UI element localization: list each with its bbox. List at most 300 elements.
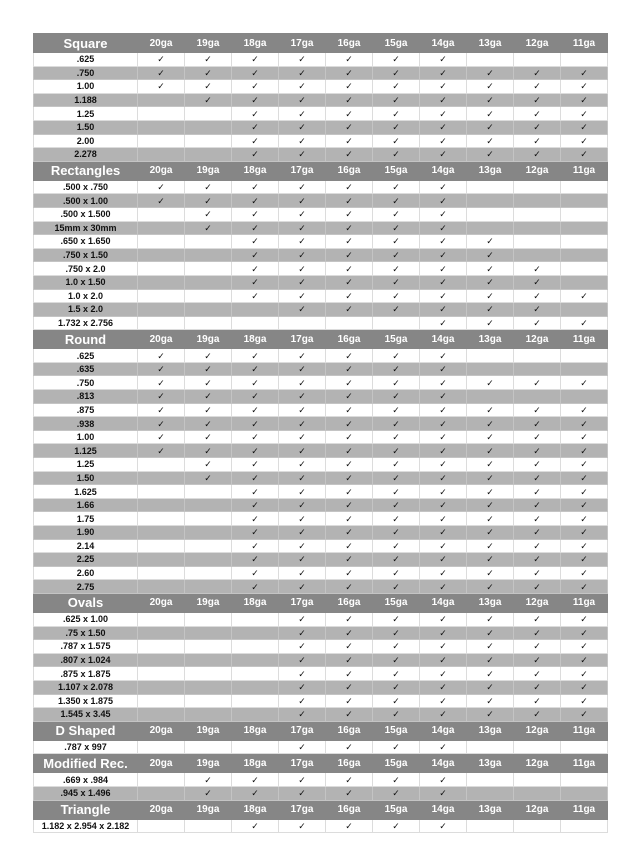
empty-cell bbox=[138, 221, 185, 235]
table-row bbox=[34, 553, 608, 567]
check-icon: ✓ bbox=[467, 667, 514, 681]
section-title: D Shaped bbox=[34, 721, 138, 740]
check-icon: ✓ bbox=[326, 390, 373, 404]
check-icon: ✓ bbox=[138, 376, 185, 390]
check-icon: ✓ bbox=[326, 485, 373, 499]
check-icon: ✓ bbox=[373, 430, 420, 444]
check-icon: ✓ bbox=[185, 390, 232, 404]
gauge-header-16ga: 16ga bbox=[326, 754, 373, 773]
gauge-header-18ga: 18ga bbox=[232, 34, 279, 53]
gauge-header-19ga: 19ga bbox=[185, 34, 232, 53]
empty-cell bbox=[185, 120, 232, 134]
check-icon: ✓ bbox=[326, 66, 373, 80]
gauge-header-20ga: 20ga bbox=[138, 593, 185, 612]
check-icon: ✓ bbox=[279, 485, 326, 499]
gauge-header-20ga: 20ga bbox=[138, 330, 185, 349]
empty-cell bbox=[185, 612, 232, 626]
empty-cell bbox=[138, 740, 185, 754]
check-icon: ✓ bbox=[373, 740, 420, 754]
table-row bbox=[34, 180, 608, 194]
check-icon: ✓ bbox=[373, 539, 420, 553]
empty-cell bbox=[185, 566, 232, 580]
empty-cell bbox=[185, 316, 232, 330]
table-row bbox=[34, 471, 608, 485]
check-icon: ✓ bbox=[326, 120, 373, 134]
check-icon: ✓ bbox=[373, 512, 420, 526]
empty-cell bbox=[185, 289, 232, 303]
check-icon: ✓ bbox=[232, 275, 279, 289]
size-label: .750 bbox=[34, 66, 138, 80]
check-icon: ✓ bbox=[279, 708, 326, 722]
check-icon: ✓ bbox=[561, 640, 608, 654]
check-icon: ✓ bbox=[279, 262, 326, 276]
check-icon: ✓ bbox=[373, 262, 420, 276]
check-icon: ✓ bbox=[514, 626, 561, 640]
gauge-header-17ga: 17ga bbox=[279, 754, 326, 773]
check-icon: ✓ bbox=[373, 349, 420, 363]
check-icon: ✓ bbox=[232, 148, 279, 162]
gauge-header-13ga: 13ga bbox=[467, 34, 514, 53]
empty-cell bbox=[185, 235, 232, 249]
check-icon: ✓ bbox=[467, 107, 514, 121]
size-label: .635 bbox=[34, 362, 138, 376]
check-icon: ✓ bbox=[279, 667, 326, 681]
check-icon: ✓ bbox=[561, 430, 608, 444]
check-icon: ✓ bbox=[420, 80, 467, 94]
empty-cell bbox=[185, 653, 232, 667]
size-label: 1.732 x 2.756 bbox=[34, 316, 138, 330]
empty-cell bbox=[514, 819, 561, 833]
check-icon: ✓ bbox=[373, 640, 420, 654]
check-icon: ✓ bbox=[185, 430, 232, 444]
check-icon: ✓ bbox=[373, 148, 420, 162]
check-icon: ✓ bbox=[279, 566, 326, 580]
check-icon: ✓ bbox=[514, 303, 561, 317]
empty-cell bbox=[138, 93, 185, 107]
table-row bbox=[34, 194, 608, 208]
table-row bbox=[34, 93, 608, 107]
check-icon: ✓ bbox=[467, 539, 514, 553]
gauge-header-13ga: 13ga bbox=[467, 593, 514, 612]
table-row bbox=[34, 80, 608, 94]
empty-cell bbox=[138, 498, 185, 512]
check-icon: ✓ bbox=[279, 626, 326, 640]
check-icon: ✓ bbox=[373, 303, 420, 317]
empty-cell bbox=[138, 275, 185, 289]
gauge-header-13ga: 13ga bbox=[467, 721, 514, 740]
gauge-header-12ga: 12ga bbox=[514, 34, 561, 53]
section-header-triangle bbox=[34, 800, 608, 819]
empty-cell bbox=[561, 194, 608, 208]
check-icon: ✓ bbox=[514, 417, 561, 431]
check-icon: ✓ bbox=[373, 612, 420, 626]
check-icon: ✓ bbox=[326, 708, 373, 722]
gauge-header-20ga: 20ga bbox=[138, 161, 185, 180]
empty-cell bbox=[185, 303, 232, 317]
empty-cell bbox=[185, 262, 232, 276]
check-icon: ✓ bbox=[561, 107, 608, 121]
size-label: 1.182 x 2.954 x 2.182 bbox=[34, 819, 138, 833]
check-icon: ✓ bbox=[138, 194, 185, 208]
check-icon: ✓ bbox=[561, 485, 608, 499]
check-icon: ✓ bbox=[232, 819, 279, 833]
check-icon: ✓ bbox=[373, 275, 420, 289]
size-label: 1.0 x 1.50 bbox=[34, 275, 138, 289]
empty-cell bbox=[561, 262, 608, 276]
empty-cell bbox=[138, 708, 185, 722]
check-icon: ✓ bbox=[232, 512, 279, 526]
check-icon: ✓ bbox=[420, 403, 467, 417]
empty-cell bbox=[514, 773, 561, 787]
empty-cell bbox=[185, 485, 232, 499]
check-icon: ✓ bbox=[279, 303, 326, 317]
gauge-header-19ga: 19ga bbox=[185, 754, 232, 773]
empty-cell bbox=[373, 316, 420, 330]
empty-cell bbox=[561, 303, 608, 317]
size-label: .787 x 1.575 bbox=[34, 640, 138, 654]
size-label: 1.50 bbox=[34, 471, 138, 485]
empty-cell bbox=[185, 819, 232, 833]
size-label: .945 x 1.496 bbox=[34, 786, 138, 800]
empty-cell bbox=[232, 708, 279, 722]
check-icon: ✓ bbox=[326, 194, 373, 208]
empty-cell bbox=[514, 349, 561, 363]
table-row bbox=[34, 626, 608, 640]
check-icon: ✓ bbox=[326, 498, 373, 512]
check-icon: ✓ bbox=[232, 194, 279, 208]
empty-cell bbox=[185, 667, 232, 681]
gauge-header-11ga: 11ga bbox=[561, 161, 608, 180]
empty-cell bbox=[138, 485, 185, 499]
table-row bbox=[34, 539, 608, 553]
check-icon: ✓ bbox=[514, 430, 561, 444]
check-icon: ✓ bbox=[373, 458, 420, 472]
empty-cell bbox=[514, 248, 561, 262]
check-icon: ✓ bbox=[326, 786, 373, 800]
size-label: .650 x 1.650 bbox=[34, 235, 138, 249]
size-label: .625 bbox=[34, 349, 138, 363]
check-icon: ✓ bbox=[232, 485, 279, 499]
check-icon: ✓ bbox=[467, 303, 514, 317]
size-label: 1.125 bbox=[34, 444, 138, 458]
empty-cell bbox=[185, 526, 232, 540]
check-icon: ✓ bbox=[279, 580, 326, 594]
empty-cell bbox=[514, 207, 561, 221]
check-icon: ✓ bbox=[185, 376, 232, 390]
check-icon: ✓ bbox=[561, 539, 608, 553]
empty-cell bbox=[232, 694, 279, 708]
table-row bbox=[34, 134, 608, 148]
check-icon: ✓ bbox=[373, 390, 420, 404]
gauge-header-12ga: 12ga bbox=[514, 161, 561, 180]
gauge-header-16ga: 16ga bbox=[326, 721, 373, 740]
check-icon: ✓ bbox=[326, 653, 373, 667]
check-icon: ✓ bbox=[467, 640, 514, 654]
empty-cell bbox=[138, 148, 185, 162]
check-icon: ✓ bbox=[373, 526, 420, 540]
check-icon: ✓ bbox=[232, 80, 279, 94]
check-icon: ✓ bbox=[326, 580, 373, 594]
table-row bbox=[34, 694, 608, 708]
check-icon: ✓ bbox=[279, 362, 326, 376]
check-icon: ✓ bbox=[561, 66, 608, 80]
check-icon: ✓ bbox=[420, 66, 467, 80]
size-label: 1.66 bbox=[34, 498, 138, 512]
check-icon: ✓ bbox=[467, 275, 514, 289]
check-icon: ✓ bbox=[514, 694, 561, 708]
size-label: 2.75 bbox=[34, 580, 138, 594]
check-icon: ✓ bbox=[561, 458, 608, 472]
check-icon: ✓ bbox=[373, 417, 420, 431]
table-row bbox=[34, 708, 608, 722]
check-icon: ✓ bbox=[514, 566, 561, 580]
check-icon: ✓ bbox=[373, 66, 420, 80]
check-icon: ✓ bbox=[138, 53, 185, 67]
check-icon: ✓ bbox=[232, 180, 279, 194]
check-icon: ✓ bbox=[138, 417, 185, 431]
empty-cell bbox=[514, 390, 561, 404]
check-icon: ✓ bbox=[279, 134, 326, 148]
check-icon: ✓ bbox=[467, 471, 514, 485]
table-row bbox=[34, 390, 608, 404]
gauge-header-19ga: 19ga bbox=[185, 161, 232, 180]
gauge-header-15ga: 15ga bbox=[373, 754, 420, 773]
size-label: .787 x 997 bbox=[34, 740, 138, 754]
check-icon: ✓ bbox=[561, 376, 608, 390]
check-icon: ✓ bbox=[420, 134, 467, 148]
empty-cell bbox=[561, 235, 608, 249]
empty-cell bbox=[185, 680, 232, 694]
check-icon: ✓ bbox=[561, 612, 608, 626]
gauge-header-14ga: 14ga bbox=[420, 161, 467, 180]
gauge-header-12ga: 12ga bbox=[514, 721, 561, 740]
check-icon: ✓ bbox=[420, 430, 467, 444]
check-icon: ✓ bbox=[467, 580, 514, 594]
check-icon: ✓ bbox=[373, 653, 420, 667]
empty-cell bbox=[467, 740, 514, 754]
empty-cell bbox=[185, 580, 232, 594]
check-icon: ✓ bbox=[138, 362, 185, 376]
check-icon: ✓ bbox=[514, 376, 561, 390]
table-row bbox=[34, 773, 608, 787]
check-icon: ✓ bbox=[467, 403, 514, 417]
check-icon: ✓ bbox=[279, 194, 326, 208]
check-icon: ✓ bbox=[326, 740, 373, 754]
check-icon: ✓ bbox=[420, 107, 467, 121]
check-icon: ✓ bbox=[279, 819, 326, 833]
check-icon: ✓ bbox=[326, 626, 373, 640]
check-icon: ✓ bbox=[373, 289, 420, 303]
check-icon: ✓ bbox=[373, 80, 420, 94]
check-icon: ✓ bbox=[467, 80, 514, 94]
table-row bbox=[34, 680, 608, 694]
empty-cell bbox=[514, 180, 561, 194]
check-icon: ✓ bbox=[561, 403, 608, 417]
check-icon: ✓ bbox=[561, 653, 608, 667]
check-icon: ✓ bbox=[279, 417, 326, 431]
check-icon: ✓ bbox=[420, 120, 467, 134]
check-icon: ✓ bbox=[420, 53, 467, 67]
check-icon: ✓ bbox=[514, 80, 561, 94]
gauge-header-15ga: 15ga bbox=[373, 330, 420, 349]
check-icon: ✓ bbox=[514, 485, 561, 499]
check-icon: ✓ bbox=[185, 458, 232, 472]
check-icon: ✓ bbox=[561, 708, 608, 722]
gauge-header-14ga: 14ga bbox=[420, 721, 467, 740]
check-icon: ✓ bbox=[326, 612, 373, 626]
check-icon: ✓ bbox=[467, 485, 514, 499]
check-icon: ✓ bbox=[232, 207, 279, 221]
check-icon: ✓ bbox=[467, 653, 514, 667]
gauge-header-13ga: 13ga bbox=[467, 754, 514, 773]
empty-cell bbox=[561, 819, 608, 833]
check-icon: ✓ bbox=[467, 417, 514, 431]
check-icon: ✓ bbox=[279, 786, 326, 800]
size-label: 1.50 bbox=[34, 120, 138, 134]
size-label: 1.25 bbox=[34, 107, 138, 121]
check-icon: ✓ bbox=[326, 458, 373, 472]
gauge-header-17ga: 17ga bbox=[279, 593, 326, 612]
check-icon: ✓ bbox=[420, 316, 467, 330]
check-icon: ✓ bbox=[420, 786, 467, 800]
check-icon: ✓ bbox=[373, 248, 420, 262]
empty-cell bbox=[138, 471, 185, 485]
check-icon: ✓ bbox=[185, 349, 232, 363]
check-icon: ✓ bbox=[232, 248, 279, 262]
check-icon: ✓ bbox=[420, 221, 467, 235]
empty-cell bbox=[561, 362, 608, 376]
table-row bbox=[34, 221, 608, 235]
check-icon: ✓ bbox=[279, 694, 326, 708]
check-icon: ✓ bbox=[373, 93, 420, 107]
check-icon: ✓ bbox=[279, 444, 326, 458]
empty-cell bbox=[514, 235, 561, 249]
check-icon: ✓ bbox=[420, 640, 467, 654]
check-icon: ✓ bbox=[279, 612, 326, 626]
check-icon: ✓ bbox=[279, 390, 326, 404]
check-icon: ✓ bbox=[514, 93, 561, 107]
check-icon: ✓ bbox=[373, 235, 420, 249]
empty-cell bbox=[561, 390, 608, 404]
check-icon: ✓ bbox=[232, 235, 279, 249]
check-icon: ✓ bbox=[326, 207, 373, 221]
empty-cell bbox=[232, 640, 279, 654]
check-icon: ✓ bbox=[467, 93, 514, 107]
check-icon: ✓ bbox=[561, 316, 608, 330]
check-icon: ✓ bbox=[420, 740, 467, 754]
empty-cell bbox=[138, 612, 185, 626]
check-icon: ✓ bbox=[326, 180, 373, 194]
check-icon: ✓ bbox=[232, 403, 279, 417]
empty-cell bbox=[232, 740, 279, 754]
check-icon: ✓ bbox=[467, 66, 514, 80]
gauge-header-15ga: 15ga bbox=[373, 721, 420, 740]
check-icon: ✓ bbox=[138, 66, 185, 80]
size-label: 1.545 x 3.45 bbox=[34, 708, 138, 722]
section-header-rectangles bbox=[34, 161, 608, 180]
size-label: .750 x 2.0 bbox=[34, 262, 138, 276]
check-icon: ✓ bbox=[279, 80, 326, 94]
empty-cell bbox=[185, 539, 232, 553]
check-icon: ✓ bbox=[326, 430, 373, 444]
gauge-header-16ga: 16ga bbox=[326, 800, 373, 819]
check-icon: ✓ bbox=[138, 180, 185, 194]
empty-cell bbox=[561, 221, 608, 235]
empty-cell bbox=[185, 640, 232, 654]
check-icon: ✓ bbox=[373, 667, 420, 681]
gauge-header-11ga: 11ga bbox=[561, 754, 608, 773]
check-icon: ✓ bbox=[561, 694, 608, 708]
check-icon: ✓ bbox=[138, 80, 185, 94]
check-icon: ✓ bbox=[561, 93, 608, 107]
size-label: 2.60 bbox=[34, 566, 138, 580]
empty-cell bbox=[467, 390, 514, 404]
check-icon: ✓ bbox=[326, 148, 373, 162]
check-icon: ✓ bbox=[373, 580, 420, 594]
gauge-header-14ga: 14ga bbox=[420, 34, 467, 53]
check-icon: ✓ bbox=[326, 235, 373, 249]
empty-cell bbox=[185, 708, 232, 722]
empty-cell bbox=[467, 362, 514, 376]
table-row bbox=[34, 526, 608, 540]
check-icon: ✓ bbox=[561, 417, 608, 431]
check-icon: ✓ bbox=[185, 93, 232, 107]
gauge-header-14ga: 14ga bbox=[420, 330, 467, 349]
check-icon: ✓ bbox=[326, 275, 373, 289]
check-icon: ✓ bbox=[279, 403, 326, 417]
check-icon: ✓ bbox=[514, 316, 561, 330]
check-icon: ✓ bbox=[420, 148, 467, 162]
table-row bbox=[34, 403, 608, 417]
size-label: 1.90 bbox=[34, 526, 138, 540]
size-label: 1.00 bbox=[34, 80, 138, 94]
check-icon: ✓ bbox=[420, 680, 467, 694]
check-icon: ✓ bbox=[514, 120, 561, 134]
table-row bbox=[34, 376, 608, 390]
table-row bbox=[34, 566, 608, 580]
check-icon: ✓ bbox=[420, 526, 467, 540]
gauge-header-11ga: 11ga bbox=[561, 34, 608, 53]
empty-cell bbox=[514, 221, 561, 235]
check-icon: ✓ bbox=[561, 526, 608, 540]
gauge-header-17ga: 17ga bbox=[279, 800, 326, 819]
check-icon: ✓ bbox=[326, 553, 373, 567]
size-label: 1.107 x 2.078 bbox=[34, 680, 138, 694]
table-row bbox=[34, 362, 608, 376]
table-row bbox=[34, 458, 608, 472]
check-icon: ✓ bbox=[373, 773, 420, 787]
check-icon: ✓ bbox=[279, 526, 326, 540]
check-icon: ✓ bbox=[514, 653, 561, 667]
check-icon: ✓ bbox=[514, 667, 561, 681]
check-icon: ✓ bbox=[514, 580, 561, 594]
empty-cell bbox=[232, 626, 279, 640]
table-row bbox=[34, 120, 608, 134]
empty-cell bbox=[138, 107, 185, 121]
empty-cell bbox=[467, 819, 514, 833]
check-icon: ✓ bbox=[326, 134, 373, 148]
check-icon: ✓ bbox=[279, 512, 326, 526]
check-icon: ✓ bbox=[373, 694, 420, 708]
empty-cell bbox=[138, 134, 185, 148]
check-icon: ✓ bbox=[467, 430, 514, 444]
check-icon: ✓ bbox=[232, 498, 279, 512]
size-label: 2.278 bbox=[34, 148, 138, 162]
gauge-availability-table bbox=[33, 33, 608, 833]
gauge-header-18ga: 18ga bbox=[232, 593, 279, 612]
table-row bbox=[34, 53, 608, 67]
check-icon: ✓ bbox=[420, 303, 467, 317]
